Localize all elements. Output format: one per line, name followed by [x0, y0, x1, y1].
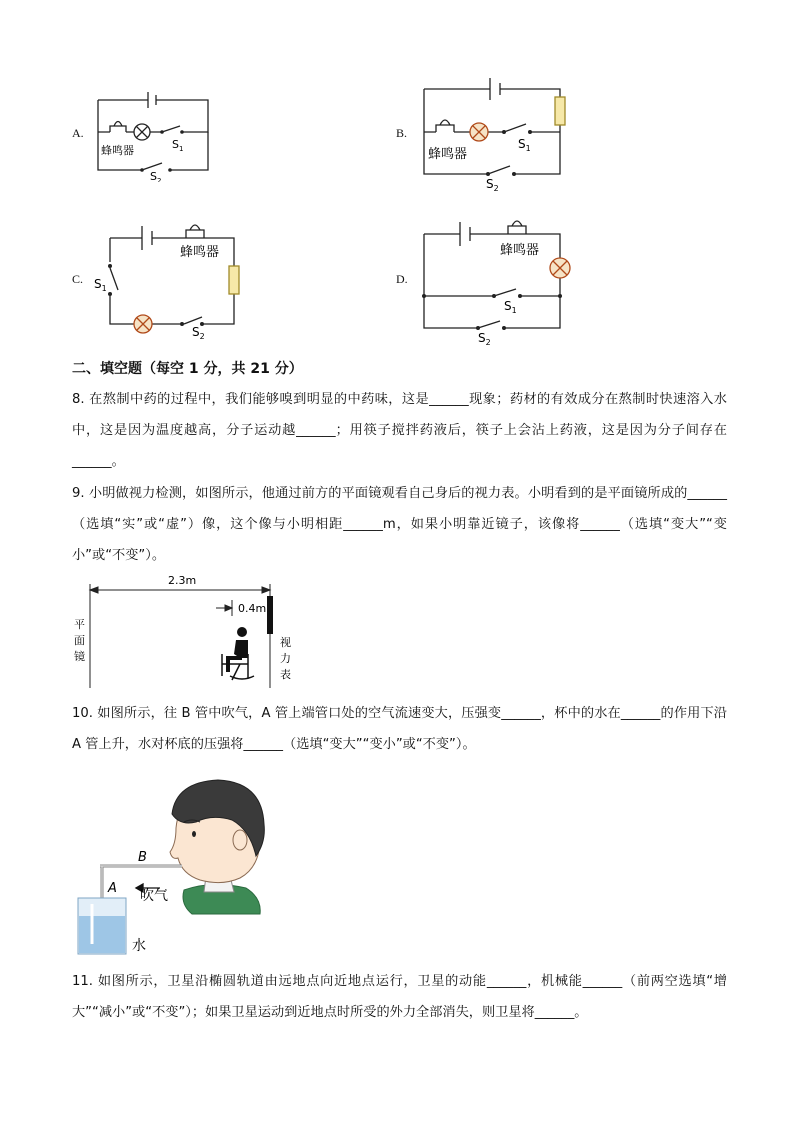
circuit-diagram-b	[418, 70, 568, 195]
question-10: 10. 如图所示，往 B 管中吹气，A 管上端管口处的空气流速变大，压强变______，杯中的水在______的作用下沿 A 管上升，水对杯底的压强将______（选填“变大”“变小”或“不变”）。	[72, 706, 727, 752]
circuit-diagram-a	[92, 82, 217, 182]
tube-b-label: B	[138, 850, 147, 865]
buzzer-label-c: 蜂鸣器	[180, 245, 220, 260]
eye-chart-label	[280, 636, 291, 681]
vision-test-figure	[72, 572, 292, 692]
svg-text:力: 力	[280, 652, 291, 665]
blow-label: 吹气	[140, 888, 168, 904]
buzzer-label-a: 蜂鸣器	[101, 144, 134, 157]
blowing-straw-figure	[72, 768, 272, 958]
water-label: 水	[132, 938, 146, 954]
option-a-label: A.	[72, 126, 84, 140]
svg-text:S1: $S_1$	[518, 137, 531, 153]
option-d-label: D.	[396, 272, 408, 286]
distance-total-label: 2.3m	[168, 574, 197, 587]
svg-text:S1: $S_1$	[94, 277, 107, 293]
boy-illustration-icon	[170, 780, 264, 914]
svg-text:S2: $S_2$	[478, 331, 491, 347]
circuit-diagram-d	[418, 212, 573, 347]
svg-text:面: 面	[74, 634, 85, 647]
svg-text:平: 平	[74, 618, 85, 631]
section-title: 二、填空题（每空 1 分，共 21 分）	[72, 361, 303, 377]
svg-text:S2: $S_2$	[150, 170, 162, 182]
seated-person-icon	[222, 627, 254, 680]
svg-text:S1: $S_1$	[504, 299, 517, 315]
mirror-label	[74, 618, 85, 663]
svg-text:S2: $S_2$	[192, 325, 205, 341]
svg-text:表: 表	[280, 668, 291, 681]
svg-text:S1: $S_1$	[172, 138, 184, 153]
svg-text:镜: 镜	[74, 650, 85, 663]
buzzer-label-b: 蜂鸣器	[428, 147, 468, 162]
option-b-label: B.	[396, 126, 408, 140]
circuit-diagram-c	[92, 218, 247, 343]
question-8: 8. 在熬制中药的过程中，我们能够嗅到明显的中药味，这是______现象；药材的有效成分在熬制时快速溶入水中，这是因为温度越高，分子运动越______；用筷子搅拌药液后，筷子上会沾上药液，这是因为分子间存在______。	[72, 392, 727, 469]
svg-text:视: 视	[280, 636, 291, 649]
svg-text:S2: $S_2$	[486, 177, 499, 193]
option-c-label: C.	[72, 272, 84, 286]
buzzer-label-d: 蜂鸣器	[500, 243, 540, 258]
tube-a-label: A	[108, 881, 117, 896]
distance-small-label: 0.4m	[238, 602, 267, 615]
question-11: 11. 如图所示，卫星沿椭圆轨道由远地点向近地点运行，卫星的动能______，机械能______（前两空选填“增大”“减小”或“不变”）；如果卫星运动到近地点时所受的外力全部消失，则卫星将______。	[72, 974, 727, 1020]
question-9: 9. 小明做视力检测，如图所示，他通过前方的平面镜观看自己身后的视力表。小明看到的是平面镜所成的______（选填“实”或“虚”）像，这个像与小明相距______m，如果小明靠近镜子，该像将______（选填“变大”“变小”或“不变”）。	[72, 486, 727, 563]
